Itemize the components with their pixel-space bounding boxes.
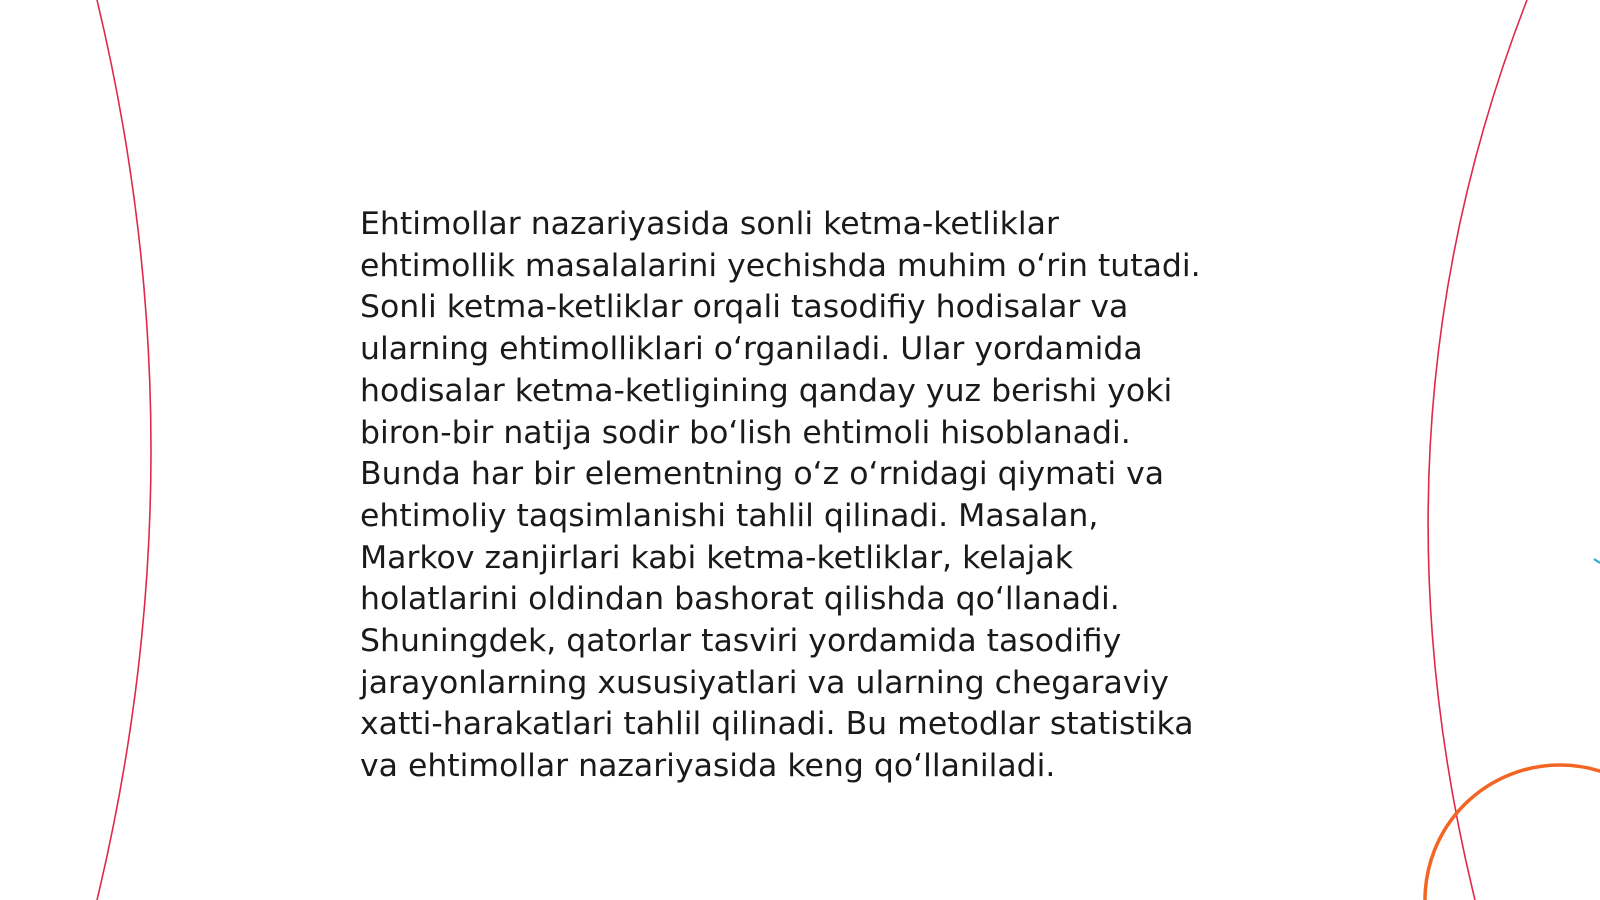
body-line: xatti-harakatlari tahlil qilinadi. Bu metodlar statistika xyxy=(360,706,1194,743)
body-line: va ehtimollar nazariyasida keng qo‘llaniladi. xyxy=(360,748,1056,785)
body-line: holatlarini oldindan bashorat qilishda qo‘llanadi. xyxy=(360,581,1120,618)
body-line: hodisalar ketma-ketligining qanday yuz berishi yoki xyxy=(360,372,1173,409)
edge-accent-mark xyxy=(1594,559,1600,563)
body-line: ehtimollik masalalarini yechishda muhim o‘rin tutadi. xyxy=(360,247,1201,284)
body-line: ularning ehtimolliklari o‘rganiladi. Ular yordamida xyxy=(360,331,1143,368)
right-curve-line xyxy=(1428,0,1527,900)
body-line: Bunda har bir elementning o‘z o‘rnidagi qiymati va xyxy=(360,456,1165,493)
body-line: Markov zanjirlari kabi ketma-ketliklar, kelajak xyxy=(360,539,1073,576)
body-line: ehtimoliy taqsimlanishi tahlil qilinadi. Masalan, xyxy=(360,497,1099,534)
body-line: Sonli ketma-ketliklar orqali tasodifiy hodisalar va xyxy=(360,289,1129,326)
body-line: biron-bir natija sodir bo‘lish ehtimoli hisoblanadi. xyxy=(360,414,1131,451)
body-line: Shuningdek, qatorlar tasviri yordamida tasodifiy xyxy=(360,623,1122,660)
body-line: Ehtimollar nazariyasida sonli ketma-ketliklar xyxy=(360,206,1059,242)
body-line: jarayonlarning xususiyatlari va ularning chegaraviy xyxy=(360,664,1169,701)
body-paragraph xyxy=(360,204,1240,788)
left-curve-line xyxy=(97,0,151,900)
